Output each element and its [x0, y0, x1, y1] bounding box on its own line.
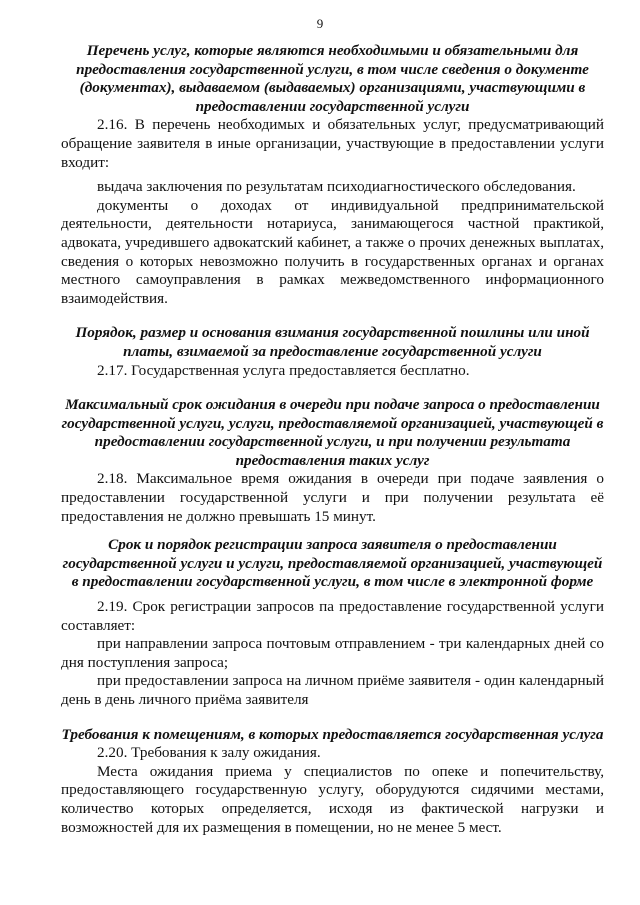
section-heading: Срок и порядок регистрации запроса заявителя о предоставлении государственной услуги и услуги, предоставляемой организацией, участвующей в предоставлении государственной услуги, в том числе в электронной форме	[62, 536, 603, 591]
section-state-fee	[61, 324, 604, 380]
section-heading: Требования к помещениям, в которых предоставляется государственная услуга	[61, 725, 604, 743]
paragraph: Места ожидания приема у специалистов по опеке и попечительству, предоставляющего государственную услугу, оборудуются сидячими местами, количество которых определяется, исходя из фактической нагрузки и возможностей для их размещения в помещении, но не менее 5 мест.	[61, 762, 604, 836]
paragraph: выдача заключения по результатам психодиагностического обследования.	[97, 178, 576, 196]
section-heading: Перечень услуг, которые являются необходимыми и обязательными для предоставления государственной услуги, в том числе сведения о документе (документах), выдаваемом (выдаваемых) организациями, участвующими в предоставлении государственной услуги	[76, 42, 589, 115]
section-request-registration	[61, 536, 604, 709]
document-body	[61, 42, 604, 837]
page-number: 9	[316, 16, 324, 31]
section-necessary-services	[61, 42, 604, 308]
paragraph: 2.17. Государственная услуга предоставляется бесплатно.	[97, 361, 470, 379]
paragraph: при направлении запроса почтовым отправлением - три календарных дней со дня поступления запроса;	[61, 635, 604, 671]
paragraph: при предоставлении запроса на личном приёме заявителя - один календарный день в день личного приёма заявителя	[61, 672, 604, 708]
section-heading: Максимальный срок ожидания в очереди при подаче запроса о предоставлении государственной услуги, услуги, предоставляемой организацией, участвующей в предоставлении государственной услуги, и при получении результата предоставления таких услуг	[61, 396, 604, 469]
paragraph: 2.20. Требования к залу ожидания.	[97, 744, 321, 762]
section-heading: Порядок, размер и основания взимания государственной пошлины или иной платы, взимаемой за предоставление государственной услуги	[75, 324, 590, 360]
paragraph: 2.18. Максимальное время ожидания в очереди при подаче заявления о предоставлении государственной услуги и при получении результата её предоставления не должно превышать 15 минут.	[61, 470, 604, 525]
paragraph: документы о доходах от индивидуальной предпринимательской деятельности, деятельности нотариуса, занимающегося частной практикой, адвоката, учредившего адвокатский кабинет, а также о прочих денежных выплатах, сведения о которых невозможно получить в государственных органах и органах местного самоуправления в рамках межведомственного информационного взаимодействия.	[61, 196, 604, 307]
section-premises-requirements	[61, 726, 604, 838]
paragraph: 2.19. Срок регистрации запросов па предоставление государственной услуги составляет:	[61, 598, 604, 634]
paragraph: 2.16. В перечень необходимых и обязательных услуг, предусматривающий обращение заявителя в иные организации, участвующие в предоставлении услуги входит:	[61, 116, 604, 171]
section-queue-waiting-time	[61, 396, 604, 526]
